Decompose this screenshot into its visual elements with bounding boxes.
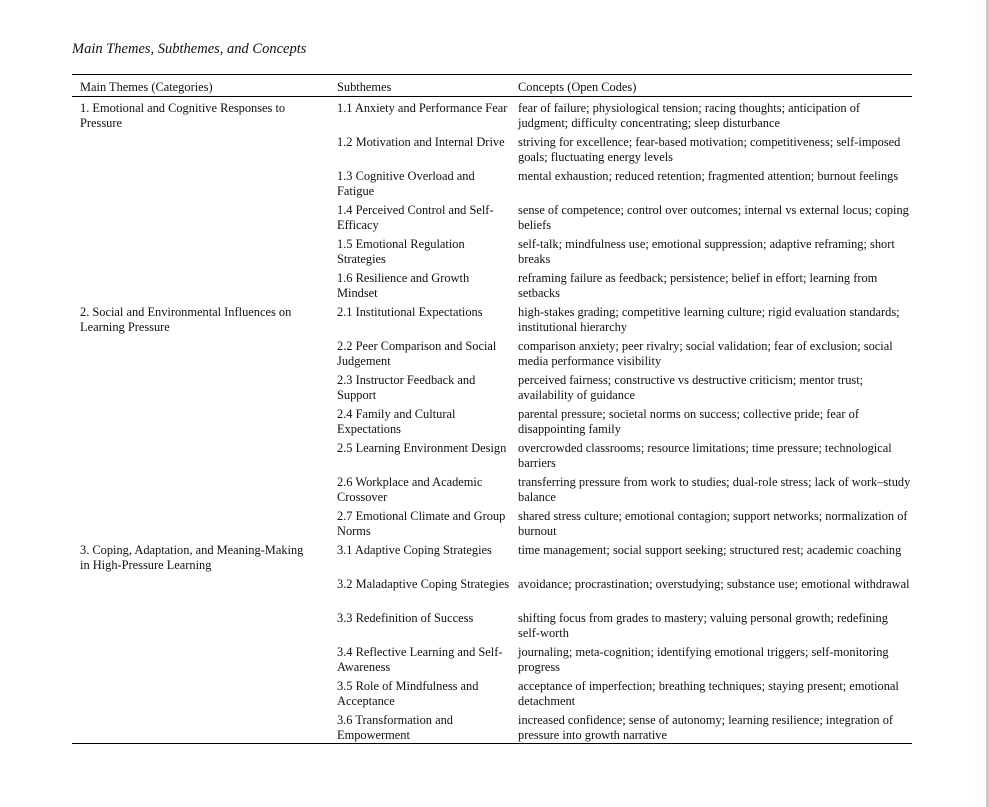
theme-cell	[72, 473, 329, 507]
table-row	[72, 507, 912, 541]
table-row	[72, 269, 912, 303]
concepts-cell: sense of competence; control over outcomes; internal vs external locus; coping beliefs	[518, 203, 909, 232]
table-row	[72, 677, 912, 711]
theme-cell	[72, 167, 329, 201]
theme-cell: 2. Social and Environmental Influences on Learning Pressure	[80, 305, 292, 334]
concepts-cell: journaling; meta-cognition; identifying emotional triggers; self-monitoring progress	[518, 645, 889, 674]
theme-cell: 3. Coping, Adaptation, and Meaning-Making in High-Pressure Learning	[80, 543, 304, 572]
theme-cell	[72, 439, 329, 473]
subtheme-cell: 3.3 Redefinition of Success	[337, 611, 474, 625]
concepts-cell: fear of failure; physiological tension; racing thoughts; anticipation of judgment; difficulty concentrating; sleep disturbance	[518, 101, 861, 130]
subtheme-cell: 3.4 Reflective Learning and Self-Awareness	[337, 645, 503, 674]
theme-cell: 1. Emotional and Cognitive Responses to Pressure	[80, 101, 286, 130]
table-row	[72, 167, 912, 201]
theme-cell	[72, 643, 329, 677]
subtheme-cell: 1.1 Anxiety and Performance Fear	[337, 101, 508, 115]
table-row	[72, 133, 912, 167]
concepts-cell: comparison anxiety; peer rivalry; social validation; fear of exclusion; social media performance visibility	[518, 339, 893, 368]
concepts-cell: avoidance; procrastination; overstudying; substance use; emotional withdrawal	[518, 577, 910, 591]
concepts-cell: high-stakes grading; competitive learning culture; rigid evaluation standards; institutional hierarchy	[518, 305, 900, 334]
theme-cell	[72, 507, 329, 541]
subtheme-cell: 3.1 Adaptive Coping Strategies	[337, 543, 492, 557]
theme-cell	[72, 201, 329, 235]
subtheme-cell: 2.4 Family and Cultural Expectations	[337, 407, 456, 436]
subtheme-cell: 2.3 Instructor Feedback and Support	[337, 373, 476, 402]
table-row	[72, 711, 912, 744]
subtheme-cell: 3.5 Role of Mindfulness and Acceptance	[337, 679, 479, 708]
concepts-cell: overcrowded classrooms; resource limitations; time pressure; technological barriers	[518, 441, 892, 470]
concepts-cell: striving for excellence; fear-based motivation; competitiveness; self-imposed goals; fluctuating energy levels	[518, 135, 901, 164]
table-row	[72, 303, 912, 337]
concepts-cell: acceptance of imperfection; breathing techniques; staying present; emotional detachment	[518, 679, 899, 708]
theme-cell	[72, 371, 329, 405]
themes-table	[72, 74, 912, 744]
header-concepts: Concepts (Open Codes)	[510, 75, 912, 97]
table-row	[72, 97, 912, 134]
table-row	[72, 371, 912, 405]
theme-cell	[72, 575, 329, 609]
concepts-cell: parental pressure; societal norms on success; collective pride; fear of disappointing family	[518, 407, 859, 436]
subtheme-cell: 1.4 Perceived Control and Self-Efficacy	[337, 203, 494, 232]
table-caption: Main Themes, Subthemes, and Concepts	[72, 41, 307, 57]
theme-cell	[72, 405, 329, 439]
subtheme-cell: 2.7 Emotional Climate and Group Norms	[337, 509, 506, 538]
subtheme-cell: 1.3 Cognitive Overload and Fatigue	[337, 169, 475, 198]
table-row	[72, 439, 912, 473]
table-row	[72, 609, 912, 643]
concepts-cell: increased confidence; sense of autonomy; learning resilience; integration of pressure into growth narrative	[510, 711, 912, 744]
subtheme-cell: 2.6 Workplace and Academic Crossover	[337, 475, 483, 504]
concepts-cell: transferring pressure from work to studies; dual-role stress; lack of work–study balance	[518, 475, 911, 504]
table-row	[72, 541, 912, 575]
table-row	[72, 337, 912, 371]
concepts-cell: shared stress culture; emotional contagion; support networks; normalization of burnout	[518, 509, 908, 538]
subtheme-cell: 3.6 Transformation and Empowerment	[329, 711, 510, 744]
subtheme-cell: 1.6 Resilience and Growth Mindset	[337, 271, 470, 300]
table-row	[72, 643, 912, 677]
theme-cell	[72, 269, 329, 303]
concepts-cell: reframing failure as feedback; persistence; belief in effort; learning from setbacks	[518, 271, 878, 300]
theme-cell	[72, 235, 329, 269]
theme-cell	[72, 609, 329, 643]
subtheme-cell: 3.2 Maladaptive Coping Strategies	[337, 577, 510, 591]
concepts-cell: self-talk; mindfulness use; emotional suppression; adaptive reframing; short breaks	[518, 237, 895, 266]
table-header-row	[72, 75, 912, 97]
table-row	[72, 473, 912, 507]
table-row	[72, 405, 912, 439]
concepts-cell: perceived fairness; constructive vs destructive criticism; mentor trust; availability of guidance	[518, 373, 864, 402]
table-row	[72, 575, 912, 609]
table-row	[72, 235, 912, 269]
theme-cell	[72, 133, 329, 167]
theme-cell	[72, 677, 329, 711]
subtheme-cell: 1.2 Motivation and Internal Drive	[337, 135, 505, 149]
subtheme-cell: 2.5 Learning Environment Design	[337, 441, 507, 455]
concepts-cell: mental exhaustion; reduced retention; fragmented attention; burnout feelings	[518, 169, 899, 183]
subtheme-cell: 2.1 Institutional Expectations	[337, 305, 483, 319]
theme-cell	[72, 337, 329, 371]
concepts-cell: time management; social support seeking; structured rest; academic coaching	[518, 543, 902, 557]
header-main-themes: Main Themes (Categories)	[72, 75, 329, 97]
header-subthemes: Subthemes	[329, 75, 510, 97]
concepts-cell: shifting focus from grades to mastery; valuing personal growth; redefining self-worth	[518, 611, 888, 640]
subtheme-cell: 2.2 Peer Comparison and Social Judgement	[337, 339, 497, 368]
subtheme-cell: 1.5 Emotional Regulation Strategies	[337, 237, 465, 266]
theme-cell	[72, 711, 329, 744]
table-row	[72, 201, 912, 235]
page-gutter	[975, 0, 986, 807]
